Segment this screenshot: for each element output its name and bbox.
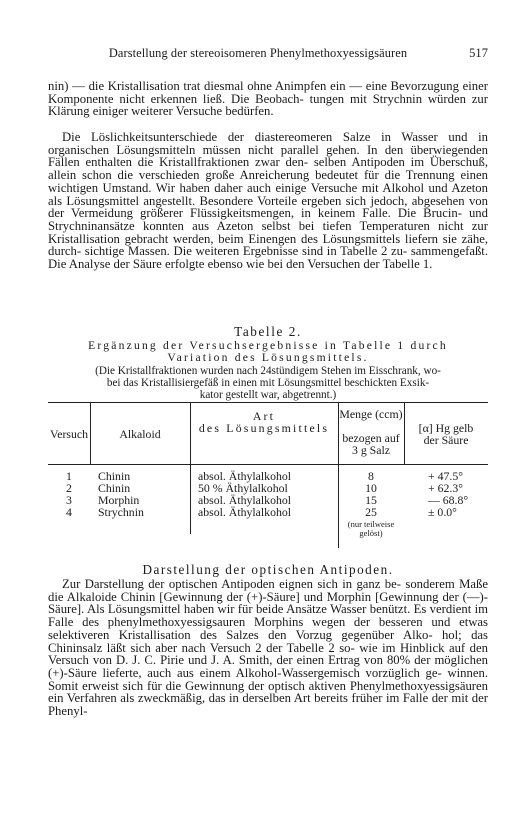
cell-versuch: 1: [66, 469, 72, 483]
table-title: Tabelle 2.: [234, 324, 302, 339]
table-note: [48, 366, 488, 401]
cell-menge: 25: [365, 505, 377, 519]
header-menge-2: bezogen auf: [342, 431, 400, 445]
header-alpha-1: [α] Hg gelb: [418, 421, 474, 435]
section-heading: Darstellung der optischen Antipoden.: [142, 562, 394, 577]
cell-art: absol. Äthylalkohol: [198, 493, 292, 507]
cell-versuch: 2: [66, 481, 72, 495]
table-caption-line-1: Ergänzung der Versuchsergebnisse in Tabelle 1 durch: [88, 339, 448, 352]
cell-alkaloid: Chinin: [98, 469, 131, 483]
cell-alpha: ± 0.0°: [428, 505, 457, 519]
cell-alkaloid: Strychnin: [98, 505, 144, 519]
header-art-2: des Lösungsmittels: [198, 421, 330, 435]
table-note-line-2: bei das Kristallisiergefäß in einen mit Lösungsmittel beschickten Exsik-: [106, 376, 430, 389]
cell-menge: 10: [365, 481, 377, 495]
header-alpha-2: der Säure: [423, 433, 469, 447]
paragraph-1: nin) — die Kristallisation trat diesmal ohne Animpfen ein — eine Bevorzugung einer Komponente nicht erkennen ließ. Die Beobach- tungen mit Strychnin würden zur Klärung einiger weiterer Versuche bedürfen.: [48, 79, 488, 119]
cell-alpha: + 62.3°: [428, 481, 463, 495]
cell-versuch: 4: [66, 505, 72, 519]
table-top-rule: [48, 402, 488, 403]
paragraph-2: Die Löslichkeitsunterschiede der diastereomeren Salze in Wasser und in organischen Lösungsmitteln müssen nicht parallel gehen. In den überwiegenden Fällen enthalten die Kristallfraktionen zwar den- selben Antipoden im Überschuß, allein schon die verschieden große Anreicherung bedeutet für die Trennung einen wichtigen Umstand. Wir haben daher auch einige Versuche mit Alkohol und Azeton als Lösungsmittel angestellt. Besondere Vorteile ergeben sich jedoch, abgesehen von der Vermeidung größerer Flüssigkeitsmengen, in keinem Falle. Die Brucin- und Strychninansätze konnten aus Azeton selbst bei tiefen Temperaturen nicht zur Kristallisation gebracht werden, beim Einengen des Lösungsmittels liefern sie zähe, durch- sichtige Massen. Die weiteren Ergebnisse sind in Tabelle 2 zu- sammengefaßt. Die Analyse der Säure erfolgte ebenso wie bei den Versuchen der Tabelle 1.: [48, 130, 488, 272]
cell-alkaloid: Chinin: [98, 481, 131, 495]
cell-art: absol. Äthylalkohol: [198, 469, 292, 483]
cell-alkaloid: Morphin: [98, 493, 140, 507]
header-alkaloid: Alkaloid: [119, 427, 161, 441]
page-number: 517: [469, 46, 488, 60]
cell-alpha: — 68.8°: [428, 493, 469, 507]
cell-alpha: + 47.5°: [428, 469, 463, 483]
header-menge-1: Menge (ccm): [339, 407, 403, 421]
running-title: Darstellung der stereoisomeren Phenylmethoxyessigsäuren: [108, 46, 408, 60]
cell-menge: 15: [365, 493, 377, 507]
running-header: [48, 46, 488, 61]
table-footnote-line-1: (nur teilweise: [347, 519, 395, 529]
data-table: [48, 402, 488, 552]
table-footnote-line-2: gelöst): [359, 528, 383, 538]
table-caption-line-2: Variation des Lösungsmittels.: [167, 351, 369, 364]
header-menge-3: 3 g Salz: [351, 443, 390, 457]
table-note-line-3: kator gestellt war, abgetrennt.): [199, 388, 337, 401]
table-header-rule: [48, 464, 488, 465]
cell-menge: 8: [368, 469, 374, 483]
header-versuch: Versuch: [50, 427, 88, 441]
table-caption: [48, 340, 488, 364]
paragraph-3: Zur Darstellung der optischen Antipoden eignen sich in ganz be- sonderem Maße die Alkaloide Chinin [Gewinnung der (+)-Säure] und Morphin [Gewinnung der (—)-Säure]. Als Lösungsmittel haben wir für beide Ansätze Wasser benützt. Es verdient im Falle des phenylmethoxyessigsauren Morphins wegen der besseren und etwas selektiveren Kristallisation des Salzes den Vorzug gegenüber Alko- hol; das Chininsalz läßt sich aber nach Versuch 2 der Tabelle 2 so- wie im Hinblick auf den Versuch von D. J. C. Pirie und J. A. Smith, der einen Ertrag von 80% der möglichen (+)-Säure lieferte, auch aus einem Alkohol-Wassergemisch vorzüglich ge- winnen. Somit erweist sich für die Gewinnung der optisch aktiven Phenylmethoxyessigsäuren ein Verfahren als zweckmäßig, das in derselben Art bereits früher im Falle der mit der Phenyl-: [48, 577, 488, 719]
cell-art: 50 % Äthylalkohol: [198, 481, 288, 495]
cell-art: absol. Äthylalkohol: [198, 505, 292, 519]
header-art-1: Art: [252, 409, 276, 423]
table-note-line-1: (Die Kristallfraktionen wurden nach 24stündigem Stehen im Eisschrank, wo-: [95, 365, 441, 377]
cell-versuch: 3: [66, 493, 72, 507]
